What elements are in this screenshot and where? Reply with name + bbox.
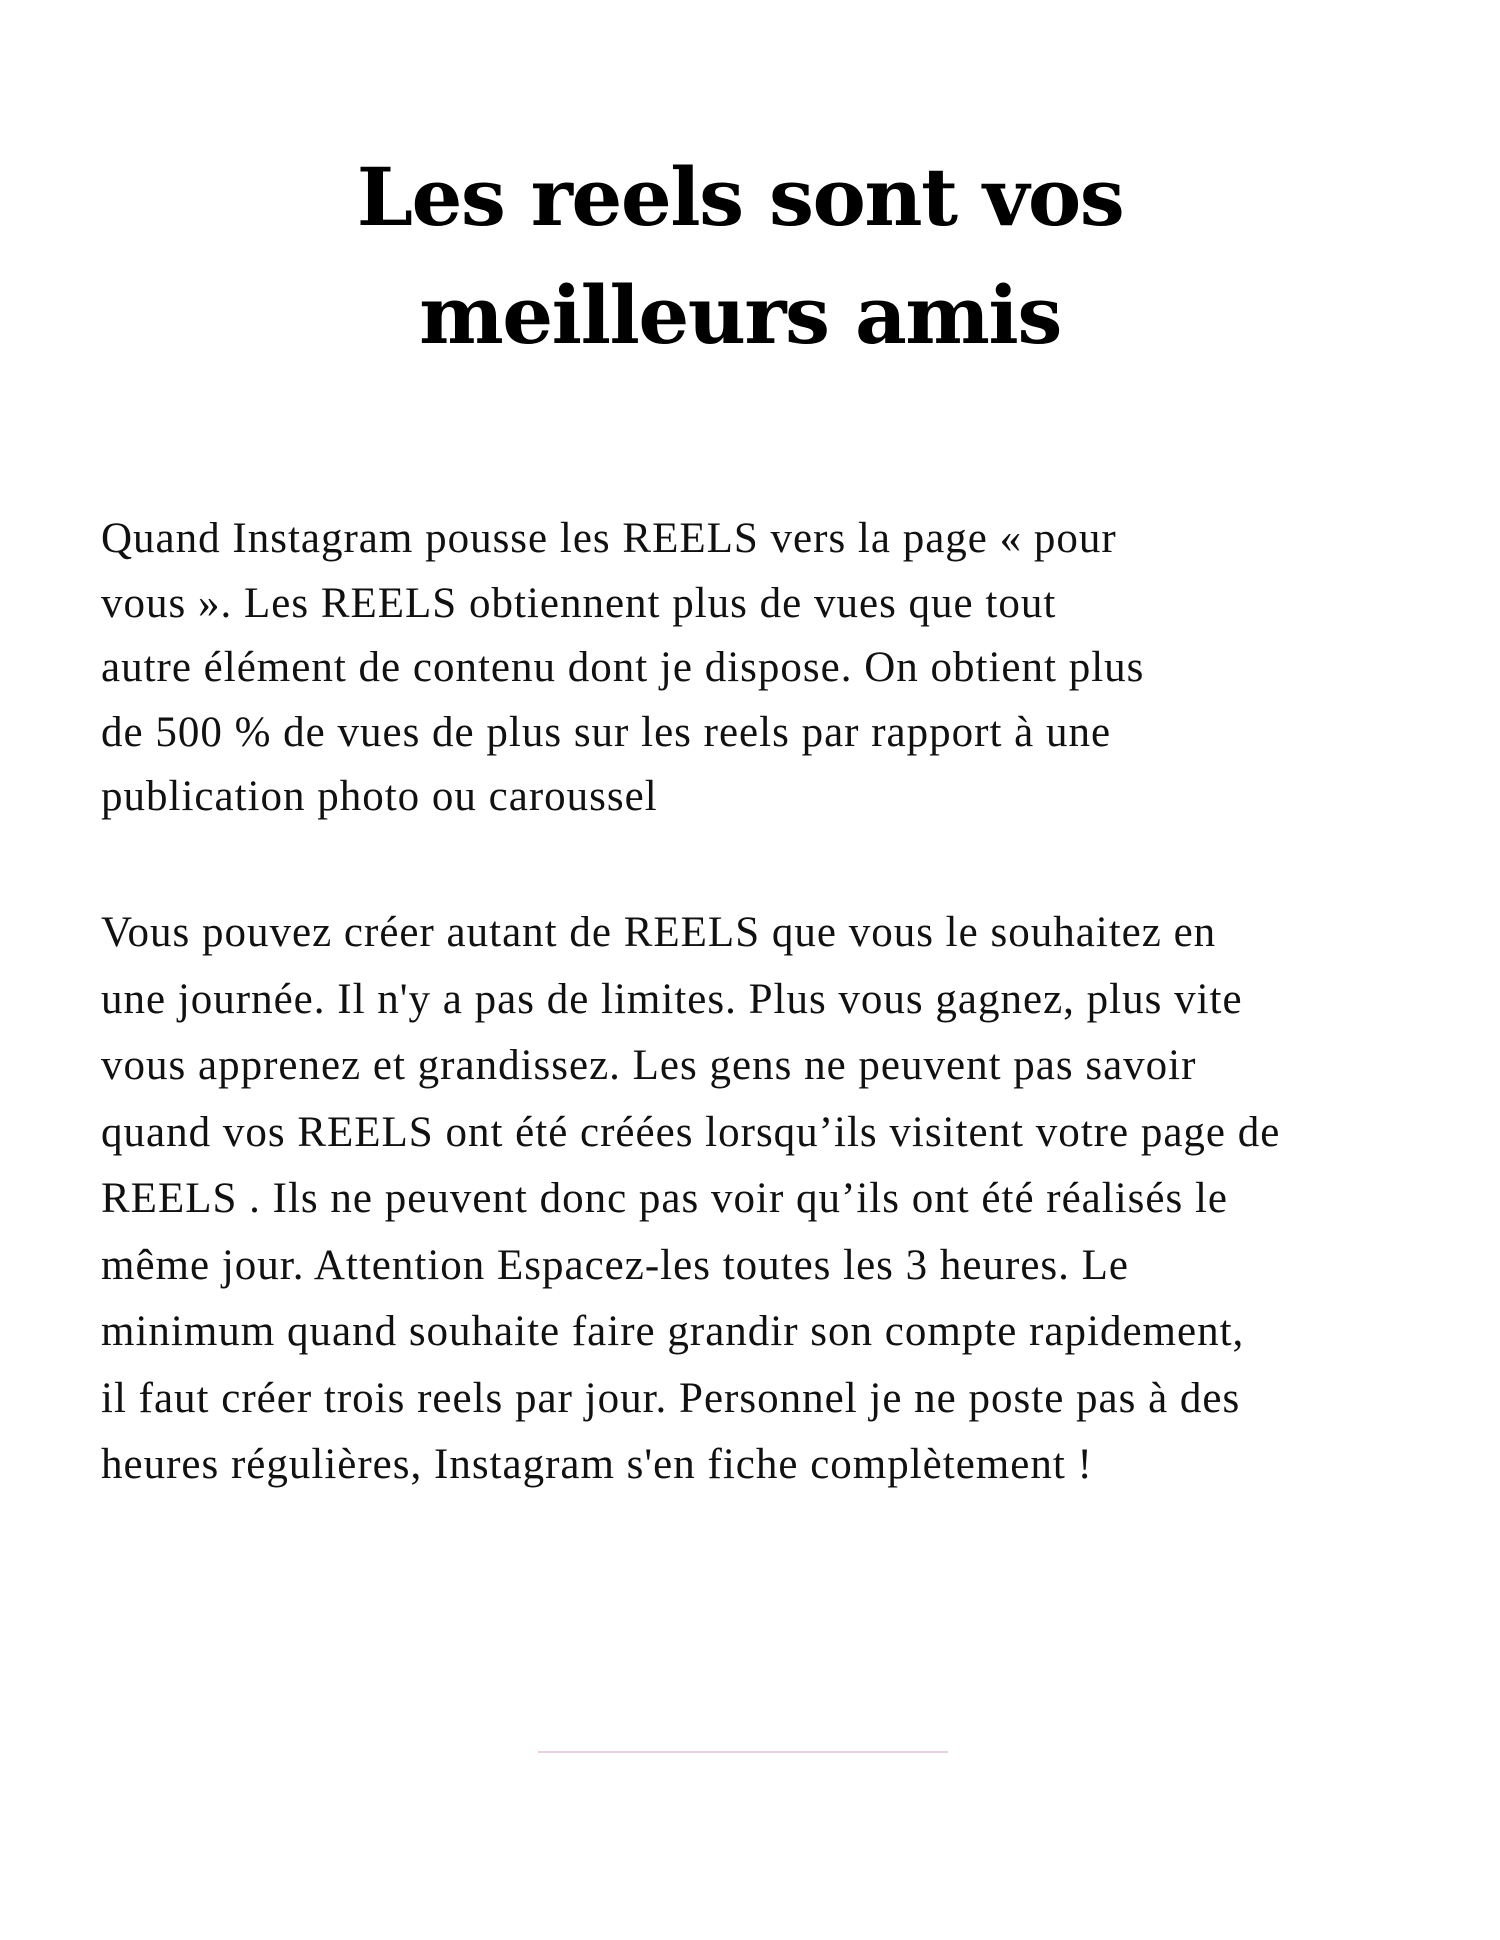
text-line: il faut créer trois reels par jour. Personnel je ne poste pas à des	[101, 1374, 1241, 1422]
title-line: meilleurs amis	[419, 268, 1061, 362]
text-line: heures régulières, Instagram s'en fiche complètement !	[101, 1441, 1093, 1488]
paragraph-reels-views	[101, 507, 1441, 830]
text-line: même jour. Attention Espacez-les toutes les 3 heures. Le	[101, 1241, 1129, 1289]
text-line: publication photo ou caroussel	[101, 773, 658, 820]
text-line: Quand Instagram pousse les REELS vers la page « pour	[101, 515, 1117, 562]
text-line: quand vos REELS ont été créées lorsqu’ils visitent votre page de	[101, 1108, 1281, 1156]
text-line: autre élément de contenu dont je dispose. On obtient plus	[101, 644, 1145, 691]
text-line: vous ». Les REELS obtiennent plus de vues que tout	[101, 579, 1057, 627]
text-line: Vous pouvez créer autant de REELS que vous le souhaitez en	[101, 909, 1217, 956]
divider-line	[538, 1751, 948, 1753]
text-line: de 500 % de vues de plus sur les reels par rapport à une	[101, 708, 1112, 756]
title-line: Les reels sont vos	[356, 150, 1124, 244]
text-line: REELS . Ils ne peuvent donc pas voir qu’ils ont été réalisés le	[101, 1175, 1228, 1222]
text-line: une journée. Il n'y a pas de limites. Plus vous gagnez, plus vite	[101, 975, 1243, 1023]
page-title	[0, 138, 1480, 374]
text-line: minimum quand souhaite faire grandir son compte rapidement,	[101, 1308, 1245, 1355]
paragraph-reels-frequency	[101, 900, 1441, 1499]
text-line: vous apprenez et grandissez. Les gens ne peuvent pas savoir	[101, 1042, 1197, 1089]
